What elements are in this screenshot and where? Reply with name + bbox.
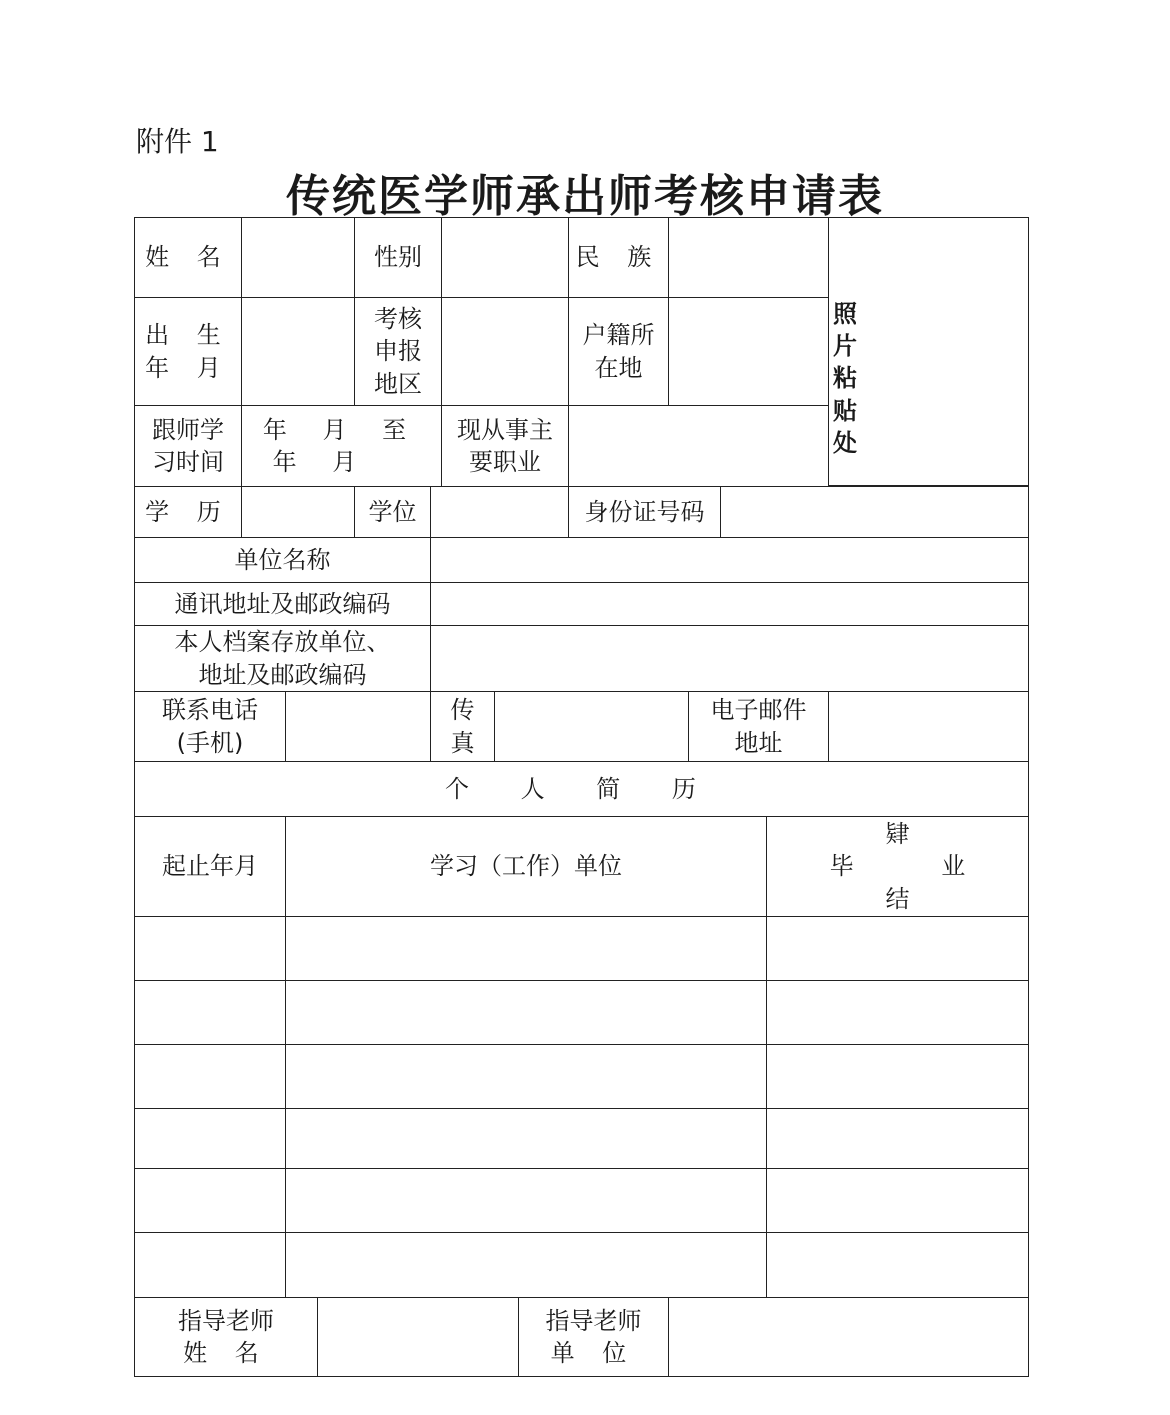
resume-row-status[interactable] bbox=[766, 1044, 1029, 1109]
resume-col-status-mid: 毕 业 bbox=[829, 852, 1006, 881]
mentor-name-field[interactable] bbox=[317, 1297, 519, 1377]
label-household bbox=[568, 297, 669, 406]
resume-col-status-top: 肄 bbox=[885, 819, 910, 848]
label-archive-line2: 地址及邮政编码 bbox=[198, 660, 367, 689]
region-field[interactable] bbox=[441, 297, 569, 406]
label-id-number: 身份证号码 bbox=[568, 486, 721, 538]
resume-row-unit[interactable] bbox=[285, 916, 767, 981]
label-mentor-unit-line1: 指导老师 bbox=[545, 1306, 642, 1335]
employer-field[interactable] bbox=[430, 537, 1029, 583]
label-birth-line2: 年 月 bbox=[145, 353, 231, 382]
resume-col-period: 起止年月 bbox=[134, 816, 286, 917]
label-name: 姓 名 bbox=[134, 217, 242, 298]
label-degree: 学位 bbox=[354, 486, 431, 538]
resume-row-period[interactable] bbox=[134, 1168, 286, 1233]
household-field[interactable] bbox=[668, 297, 829, 406]
resume-row-status[interactable] bbox=[766, 1168, 1029, 1233]
label-phone-line1: 联系电话 bbox=[162, 696, 258, 725]
study-period-field[interactable] bbox=[241, 405, 442, 487]
resume-row-unit[interactable] bbox=[285, 1044, 767, 1109]
resume-row-status[interactable] bbox=[766, 1108, 1029, 1169]
resume-row-period[interactable] bbox=[134, 1108, 286, 1169]
photo-char: 处 bbox=[833, 429, 857, 458]
resume-col-status bbox=[766, 816, 1029, 917]
label-mail-address: 通讯地址及邮政编码 bbox=[134, 582, 431, 626]
label-mentor-unit bbox=[518, 1297, 669, 1377]
name-field[interactable] bbox=[241, 217, 355, 298]
label-region-line1: 考核 bbox=[374, 304, 422, 333]
resume-row-period[interactable] bbox=[134, 916, 286, 981]
gender-field[interactable] bbox=[441, 217, 569, 298]
label-archive-line1: 本人档案存放单位、 bbox=[174, 628, 391, 657]
ethnicity-field[interactable] bbox=[668, 217, 829, 298]
label-phone bbox=[134, 691, 286, 762]
label-email-line1: 电子邮件 bbox=[710, 696, 807, 725]
resume-row-period[interactable] bbox=[134, 1044, 286, 1109]
label-birth bbox=[134, 297, 242, 406]
label-education: 学 历 bbox=[134, 486, 242, 538]
degree-field[interactable] bbox=[430, 486, 569, 538]
resume-row-status[interactable] bbox=[766, 916, 1029, 981]
label-fax bbox=[430, 691, 495, 762]
label-birth-line1: 出 生 bbox=[145, 321, 231, 350]
label-study-time-line1: 跟师学 bbox=[152, 415, 224, 444]
study-period-line1: 年 月 至 bbox=[262, 415, 421, 444]
resume-col-unit: 学习（工作）单位 bbox=[285, 816, 767, 917]
label-mentor-unit-line2: 单 位 bbox=[550, 1339, 637, 1367]
study-period-line2: 年 月 bbox=[272, 448, 371, 476]
label-gender: 性别 bbox=[354, 217, 442, 298]
fax-field[interactable] bbox=[494, 691, 689, 762]
label-fax-line2: 真 bbox=[450, 728, 475, 757]
label-household-line2: 在地 bbox=[594, 353, 643, 382]
label-fax-line1: 传 bbox=[450, 696, 475, 725]
resume-row-period[interactable] bbox=[134, 980, 286, 1045]
email-field[interactable] bbox=[828, 691, 1029, 762]
resume-row-status[interactable] bbox=[766, 1232, 1029, 1298]
attachment-label: 附件 1 bbox=[136, 125, 219, 158]
resume-row-unit[interactable] bbox=[285, 980, 767, 1045]
label-archive bbox=[134, 625, 431, 692]
occupation-field[interactable] bbox=[568, 405, 829, 487]
form-title: 传统医学师承出师考核申请表 bbox=[286, 171, 884, 222]
photo-area[interactable] bbox=[828, 217, 1029, 486]
birth-field[interactable] bbox=[241, 297, 355, 406]
photo-char: 贴 bbox=[833, 396, 857, 425]
label-employer: 单位名称 bbox=[134, 537, 431, 583]
resume-title: 个 人 简 历 bbox=[134, 761, 1029, 817]
label-mentor-name bbox=[134, 1297, 318, 1377]
label-occupation-line1: 现从事主 bbox=[457, 415, 553, 444]
resume-col-status-bottom: 结 bbox=[885, 884, 910, 913]
resume-row-status[interactable] bbox=[766, 980, 1029, 1045]
photo-char: 粘 bbox=[833, 364, 857, 393]
label-mentor-name-line2: 姓 名 bbox=[183, 1339, 269, 1367]
archive-field[interactable] bbox=[430, 625, 1029, 692]
label-mentor-name-line1: 指导老师 bbox=[178, 1306, 274, 1335]
label-ethnicity: 民 族 bbox=[568, 217, 669, 298]
label-email-line2: 地址 bbox=[734, 728, 783, 757]
label-occupation-line2: 要职业 bbox=[469, 448, 541, 476]
label-study-time-line2: 习时间 bbox=[152, 448, 224, 476]
label-region-line3: 地区 bbox=[374, 369, 422, 398]
photo-char: 片 bbox=[833, 331, 857, 360]
mail-address-field[interactable] bbox=[430, 582, 1029, 626]
label-phone-line2: (手机) bbox=[176, 728, 244, 757]
photo-char: 照 bbox=[833, 299, 857, 328]
phone-field[interactable] bbox=[285, 691, 431, 762]
resume-row-unit[interactable] bbox=[285, 1168, 767, 1233]
label-study-time bbox=[134, 405, 242, 487]
resume-row-unit[interactable] bbox=[285, 1108, 767, 1169]
resume-row-unit[interactable] bbox=[285, 1232, 767, 1298]
label-region bbox=[354, 297, 442, 406]
label-occupation bbox=[441, 405, 569, 487]
resume-row-period[interactable] bbox=[134, 1232, 286, 1298]
education-field[interactable] bbox=[241, 486, 355, 538]
label-region-line2: 申报 bbox=[374, 337, 422, 366]
label-household-line1: 户籍所 bbox=[582, 321, 655, 350]
mentor-unit-field[interactable] bbox=[668, 1297, 1029, 1377]
id-number-field[interactable] bbox=[720, 486, 1029, 538]
label-email bbox=[688, 691, 829, 762]
